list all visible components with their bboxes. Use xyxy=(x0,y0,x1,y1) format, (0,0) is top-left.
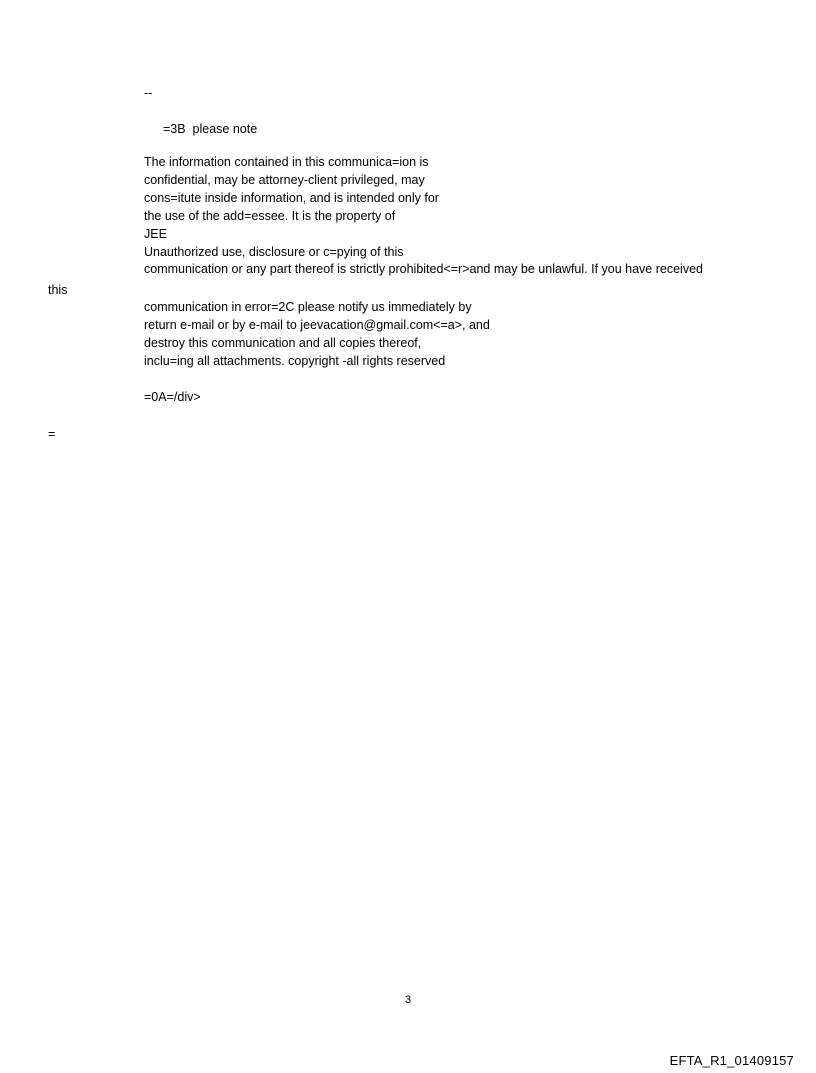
disclaimer-line: Unauthorized use, disclosure or c=pying of this xyxy=(144,244,404,259)
trailing-equals: = xyxy=(48,427,56,441)
please-note-line: =3B please note xyxy=(163,122,258,136)
bates-number: EFTA_R1_01409157 xyxy=(669,1053,794,1068)
disclaimer-block xyxy=(144,154,784,279)
div-close-line: =0A=/div> xyxy=(144,390,201,404)
disclaimer-line: destroy this communication and all copies thereof, xyxy=(144,335,422,350)
page-number: 3 xyxy=(404,994,412,1006)
disclaimer-line: JEE xyxy=(144,226,167,241)
disclaimer-line: inclu=ing all attachments. copyright -all rights reserved xyxy=(144,353,446,368)
disclaimer-line: cons=itute inside information, and is intended only for xyxy=(144,190,439,205)
disclaimer-line: the use of the add=essee. It is the property of xyxy=(144,208,396,223)
disclaimer-line: return e-mail or by e-mail to jeevacation@gmail.com<=a>, and xyxy=(144,317,490,332)
disclaimer-line: communication in error=2C please notify us immediately by xyxy=(144,300,472,314)
signature-separator: -- xyxy=(144,86,153,100)
disclaimer-line: communication or any part thereof is strictly prohibited<=r>and may be unlawful. If you have received xyxy=(144,262,703,277)
disclaimer-line: The information contained in this communica=ion is xyxy=(144,155,429,169)
wrapped-word: this xyxy=(48,283,68,297)
disclaimer-line: confidential, may be attorney-client privileged, may xyxy=(144,172,425,187)
disclaimer-block-2 xyxy=(144,299,490,371)
